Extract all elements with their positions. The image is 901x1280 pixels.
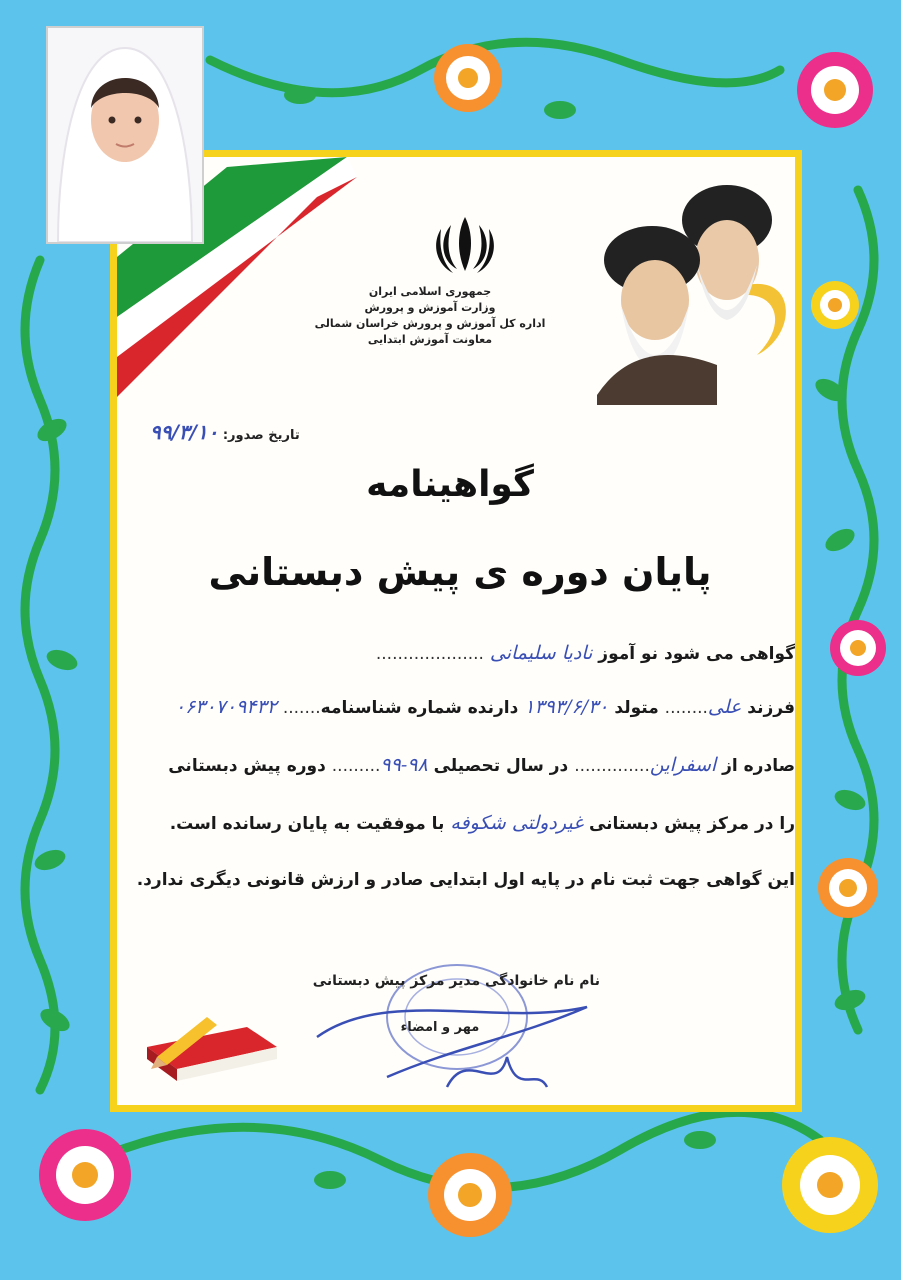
body-l4-center-label: را در مرکز پیش دبستانی [588,814,795,834]
body-l3-course: دوره پیش دبستانی [168,756,326,776]
birth-date: ۱۳۹۳/۶/۳۰ [524,696,609,718]
ministry-line-2: وزارت آموزش و پرورش [364,301,496,314]
body-line-4 [115,812,795,834]
ministry-header [300,284,560,348]
body-l2-born: متولد [614,698,659,718]
signature-label: نام نام خانوادگی مدیر مرکز پیش دبستانی [312,973,600,989]
issue-city: اسفراین [649,754,717,776]
issue-date [150,420,350,444]
pencil-book-icon [137,1007,287,1087]
body-line-5: این گواهی جهت ثبت نام در پایه اول ابتدایی صادر و ارزش قانونی دیگری ندارد. [136,870,795,890]
page-subtitle: پایان دوره ی پیش دبستانی [208,550,712,594]
ministry-line-4: معاونت آموزش ابتدایی [367,333,493,346]
ministry-line-3: اداره کل آموزش و پرورش خراسان شمالی [314,317,546,330]
body-l4-end: با موفقیت به پایان رسانده است. [169,814,445,834]
ministry-line-1: جمهوری اسلامی ایران [368,285,492,298]
body-l3-year-label: در سال تحصیلی [433,756,569,776]
iran-emblem-icon [435,213,495,275]
body-line-1: گواهی می شود نو آموز نادیا سلیمانی .................... [375,642,795,664]
leaders-portrait [597,165,797,405]
student-photo [46,26,204,244]
center-name: غیردولتی شکوفه [450,812,584,834]
body-l2-child: فرزند [747,698,795,718]
student-name: نادیا سلیمانی [489,642,593,664]
body-line-2: فرزند علی........ متولد ۱۳۹۳/۶/۳۰ دارنده شماره شناسنامه....... ۰۶۳۰۷۰۹۴۳۲ [174,696,795,718]
body-line-3: صادره از اسفراین.............. در سال تحصیلی ۹۸-۹۹......... دوره پیش دبستانی [168,754,795,776]
father-name: علی [707,696,742,718]
id-number: ۰۶۳۰۷۰۹۴۳۲ [174,696,277,718]
body-l3-issued: صادره از [722,756,795,776]
seal-label: مهر و امضاء [400,1020,480,1035]
body-l1-prefix: گواهی می شود نو آموز [598,644,795,664]
body-l2-idlabel: دارنده شماره شناسنامه [320,698,519,718]
issue-date-label: تاریخ صدور: [222,428,300,443]
school-year: ۹۸-۹۹ [380,754,428,776]
issue-date-value: ۹۹/۳/۱۰ [150,420,219,444]
page-title: گواهینامه [366,464,534,505]
